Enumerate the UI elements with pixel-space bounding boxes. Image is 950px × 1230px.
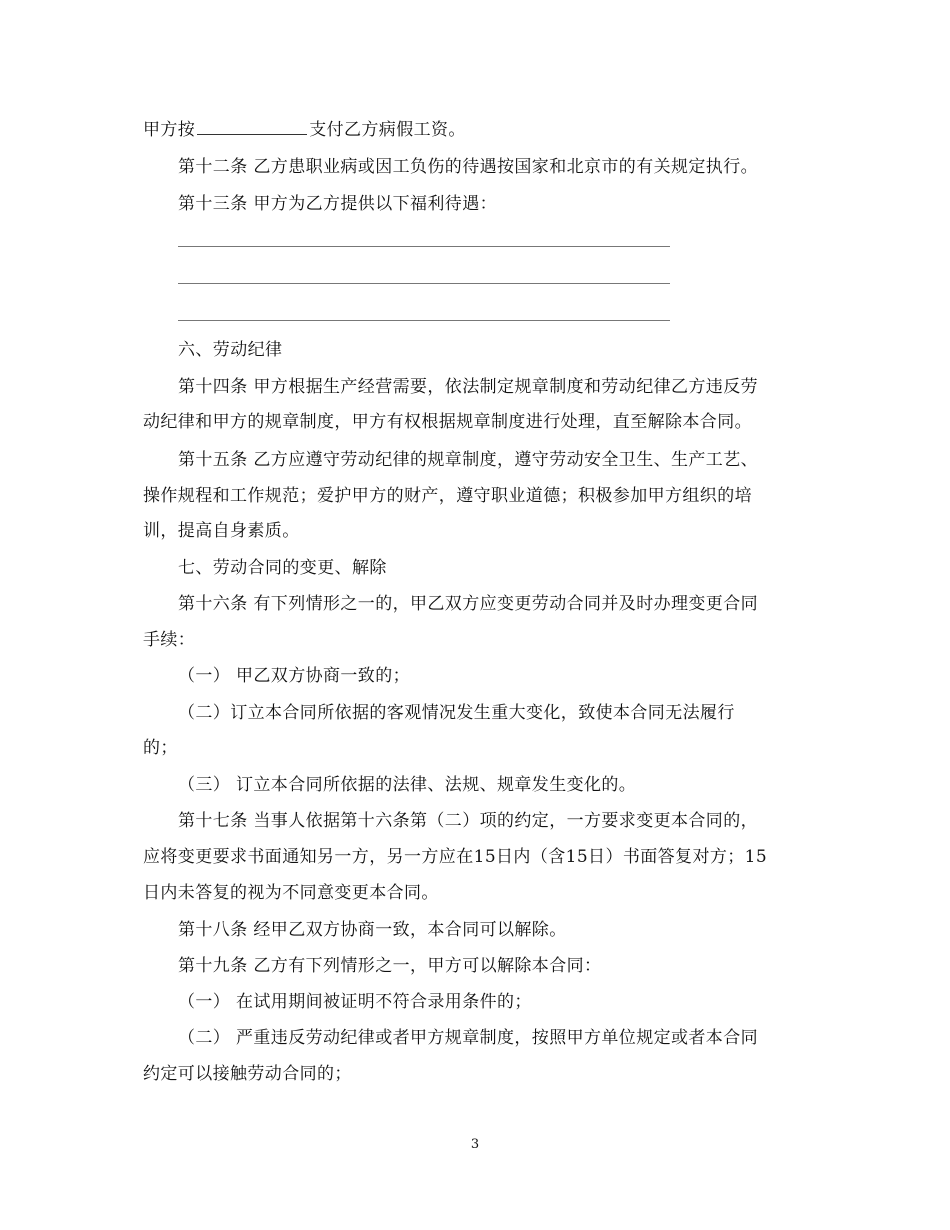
article-14-cont: 动纪律和甲方的规章制度，甲方有权根据规章制度进行处理，直至解除本合同。	[143, 412, 752, 432]
article-16-cont: 手续：	[143, 630, 196, 650]
sick-pay-prefix: 甲方按	[143, 120, 196, 140]
list-item: （一） 甲乙双方协商一致的；	[178, 666, 411, 686]
page-number: 3	[470, 1137, 480, 1152]
fill-in-rule	[178, 320, 670, 321]
sick-pay-line	[143, 118, 466, 142]
article-17-cont: 应将变更要求书面通知另一方，另一方应在15日内（含15日）书面答复对方；15	[143, 847, 768, 867]
article-18: 第十八条 经甲乙双方协商一致，本合同可以解除。	[178, 920, 567, 940]
list-item-cont: 的；	[143, 738, 178, 758]
article-15: 第十五条 乙方应遵守劳动纪律的规章制度，遵守劳动安全卫生、生产工艺、	[178, 450, 759, 470]
blank-field	[197, 118, 307, 135]
article-19: 第十九条 乙方有下列情形之一，甲方可以解除本合同：	[178, 956, 602, 976]
sick-pay-suffix: 支付乙方病假工资。	[309, 120, 466, 140]
list-item: （三） 订立本合同所依据的法律、法规、规章发生变化的。	[178, 775, 637, 795]
article-12: 第十二条 乙方患职业病或因工负伤的待遇按国家和北京市的有关规定执行。	[178, 157, 759, 177]
list-item-cont: 约定可以接触劳动合同的；	[143, 1064, 352, 1084]
section-heading: 七、劳动合同的变更、解除	[178, 558, 387, 578]
article-17: 第十七条 当事人依据第十六条第（二）项的约定，一方要求变更本合同的，	[178, 811, 759, 831]
article-17-cont: 日内未答复的视为不同意变更本合同。	[143, 883, 439, 903]
list-item: （二）订立本合同所依据的客观情况发生重大变化，致使本合同无法履行	[178, 703, 735, 723]
fill-in-rule	[178, 283, 670, 284]
article-16: 第十六条 有下列情形之一的，甲乙双方应变更劳动合同并及时办理变更合同	[178, 594, 759, 614]
list-item: （一） 在试用期间被证明不符合录用条件的；	[178, 992, 532, 1012]
article-14: 第十四条 甲方根据生产经营需要，依法制定规章制度和劳动纪律乙方违反劳	[178, 377, 759, 397]
article-15-cont: 训，提高自身素质。	[143, 521, 300, 541]
section-heading: 六、劳动纪律	[178, 340, 283, 360]
list-item: （二） 严重违反劳动纪律或者甲方规章制度，按照甲方单位规定或者本合同	[178, 1028, 759, 1048]
article-15-cont: 操作规程和工作规范；爱护甲方的财产，遵守职业道德；积极参加甲方组织的培	[143, 486, 752, 506]
article-13: 第十三条 甲方为乙方提供以下福利待遇：	[178, 194, 498, 214]
fill-in-rule	[178, 246, 670, 247]
